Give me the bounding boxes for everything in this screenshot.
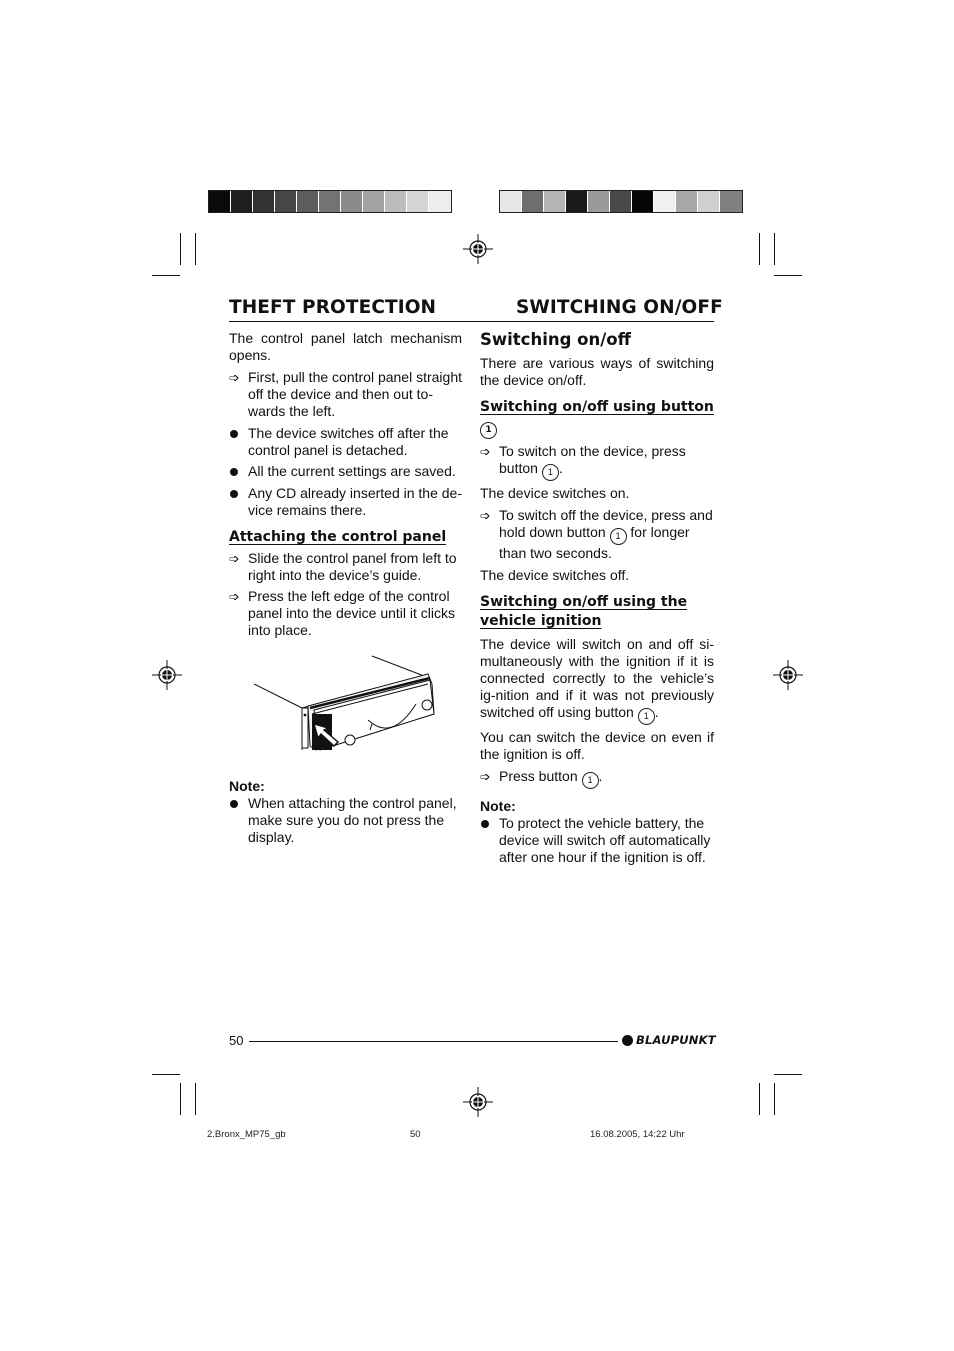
button-1-icon: 1 bbox=[542, 464, 559, 481]
bullet-icon bbox=[230, 430, 238, 438]
ignition-paragraph: The device will switch on and off si-multaneously with the ignition if it is connected correctly to the vehicle’s ig-nition and if it was not previously switched off using button 1 . bbox=[480, 636, 714, 725]
arrow-step-icon: ➩ bbox=[229, 589, 240, 604]
brand-name: BLAUPUNKT bbox=[636, 1033, 716, 1047]
button-1-icon: 1 bbox=[638, 708, 655, 725]
step-item: ➩ Press button 1 . bbox=[480, 768, 714, 789]
button-1-icon: 1 bbox=[480, 422, 497, 439]
bullet-text: Any CD already inserted in the de-vice remains there. bbox=[248, 485, 462, 518]
left-column bbox=[229, 329, 462, 639]
color-swatch bbox=[407, 191, 429, 212]
step-text: Press the left edge of the control panel into the device until it clicks into place. bbox=[248, 588, 455, 638]
step-text: Slide the control panel from left to right into the device’s guide. bbox=[248, 550, 457, 583]
note-label: Note: bbox=[229, 778, 265, 794]
color-calibration-bar-right bbox=[499, 190, 743, 213]
step-item bbox=[229, 588, 462, 639]
arrow-step-icon: ➩ bbox=[229, 551, 240, 566]
step-item: ➩ To switch on the device, press button 1 . bbox=[480, 443, 714, 481]
intro-text: There are various ways of switching the device on/off. bbox=[480, 355, 714, 388]
brand-dot-icon bbox=[622, 1035, 633, 1046]
registration-mark-icon bbox=[463, 234, 493, 264]
color-swatch bbox=[231, 191, 253, 212]
bullet-icon bbox=[230, 468, 238, 476]
intro-text: The control panel latch mechanism opens. bbox=[229, 330, 462, 363]
color-swatch bbox=[385, 191, 407, 212]
color-swatch bbox=[632, 191, 654, 212]
page-number: 50 bbox=[229, 1033, 244, 1048]
print-timestamp: 16.08.2005, 14:22 Uhr bbox=[590, 1129, 685, 1140]
color-swatch bbox=[654, 191, 676, 212]
note-text: When attaching the control panel, make sure you do not press the display. bbox=[248, 795, 457, 845]
note-label: Note: bbox=[480, 798, 516, 814]
color-swatch bbox=[209, 191, 231, 212]
left-page-heading: THEFT PROTECTION bbox=[229, 297, 437, 318]
left-note bbox=[229, 778, 462, 846]
color-swatch bbox=[319, 191, 341, 212]
arrow-step-icon: ➩ bbox=[480, 444, 491, 459]
button-1-icon: 1 bbox=[582, 772, 599, 789]
result-text: The device switches off. bbox=[480, 567, 630, 583]
arrow-step-icon: ➩ bbox=[480, 508, 491, 523]
step-item: ➩ To switch off the device, press and hold down button 1 for longer than two seconds. bbox=[480, 507, 713, 561]
color-swatch bbox=[566, 191, 588, 212]
control-panel-illustration bbox=[252, 654, 440, 756]
color-swatch bbox=[676, 191, 698, 212]
ignition-paragraph: You can switch the device on even if the ignition is off. bbox=[480, 729, 714, 762]
arrow-step-icon: ➩ bbox=[229, 370, 240, 385]
bullet-item bbox=[229, 425, 462, 459]
result-text: The device switches on. bbox=[480, 485, 630, 501]
bullet-item bbox=[229, 485, 462, 519]
bullet-text: All the current settings are saved. bbox=[248, 463, 456, 479]
registration-mark-icon bbox=[773, 660, 803, 690]
ignition-section-heading: Switching on/off using the vehicle ignition bbox=[480, 594, 688, 629]
print-file-name: 2.Bronx_MP75_gb bbox=[207, 1129, 286, 1140]
step-item bbox=[229, 369, 462, 420]
color-swatch bbox=[253, 191, 275, 212]
registration-mark-icon bbox=[152, 660, 182, 690]
color-swatch bbox=[363, 191, 385, 212]
right-page-heading: SWITCHING ON/OFF bbox=[516, 297, 723, 318]
color-swatch bbox=[544, 191, 566, 212]
bullet-item bbox=[480, 815, 714, 866]
color-swatch bbox=[698, 191, 720, 212]
brand-logo bbox=[622, 1033, 716, 1047]
color-swatch bbox=[341, 191, 363, 212]
color-swatch bbox=[297, 191, 319, 212]
step-text: First, pull the control panel straight off the device and then out to-wards the left. bbox=[248, 369, 462, 419]
bullet-icon bbox=[230, 490, 238, 498]
bullet-icon bbox=[230, 800, 238, 808]
button-1-icon: 1 bbox=[610, 528, 627, 545]
color-swatch bbox=[275, 191, 297, 212]
color-calibration-bar-left bbox=[208, 190, 452, 213]
heading-rule bbox=[229, 321, 714, 322]
registration-mark-icon bbox=[463, 1087, 493, 1117]
color-swatch bbox=[500, 191, 522, 212]
color-swatch bbox=[720, 191, 742, 212]
color-swatch bbox=[522, 191, 544, 212]
bullet-icon bbox=[481, 820, 489, 828]
bullet-item bbox=[229, 463, 462, 480]
footer-rule bbox=[249, 1041, 618, 1042]
arrow-step-icon: ➩ bbox=[480, 769, 491, 784]
bullet-item bbox=[229, 795, 462, 846]
attach-heading: Attaching the control panel bbox=[229, 529, 447, 545]
step-item bbox=[229, 550, 462, 584]
print-page-number: 50 bbox=[410, 1129, 421, 1140]
color-swatch bbox=[429, 191, 451, 212]
color-swatch bbox=[610, 191, 632, 212]
button-section-heading: Switching on/off using button 1 bbox=[480, 398, 714, 439]
color-swatch bbox=[588, 191, 610, 212]
section-heading: Switching on/off bbox=[480, 330, 631, 349]
right-column bbox=[480, 329, 714, 866]
note-text: To protect the vehicle battery, the device will switch off automatically after one hour if the ignition is off. bbox=[499, 815, 711, 865]
bullet-text: The device switches off after the control panel is detached. bbox=[248, 425, 449, 458]
